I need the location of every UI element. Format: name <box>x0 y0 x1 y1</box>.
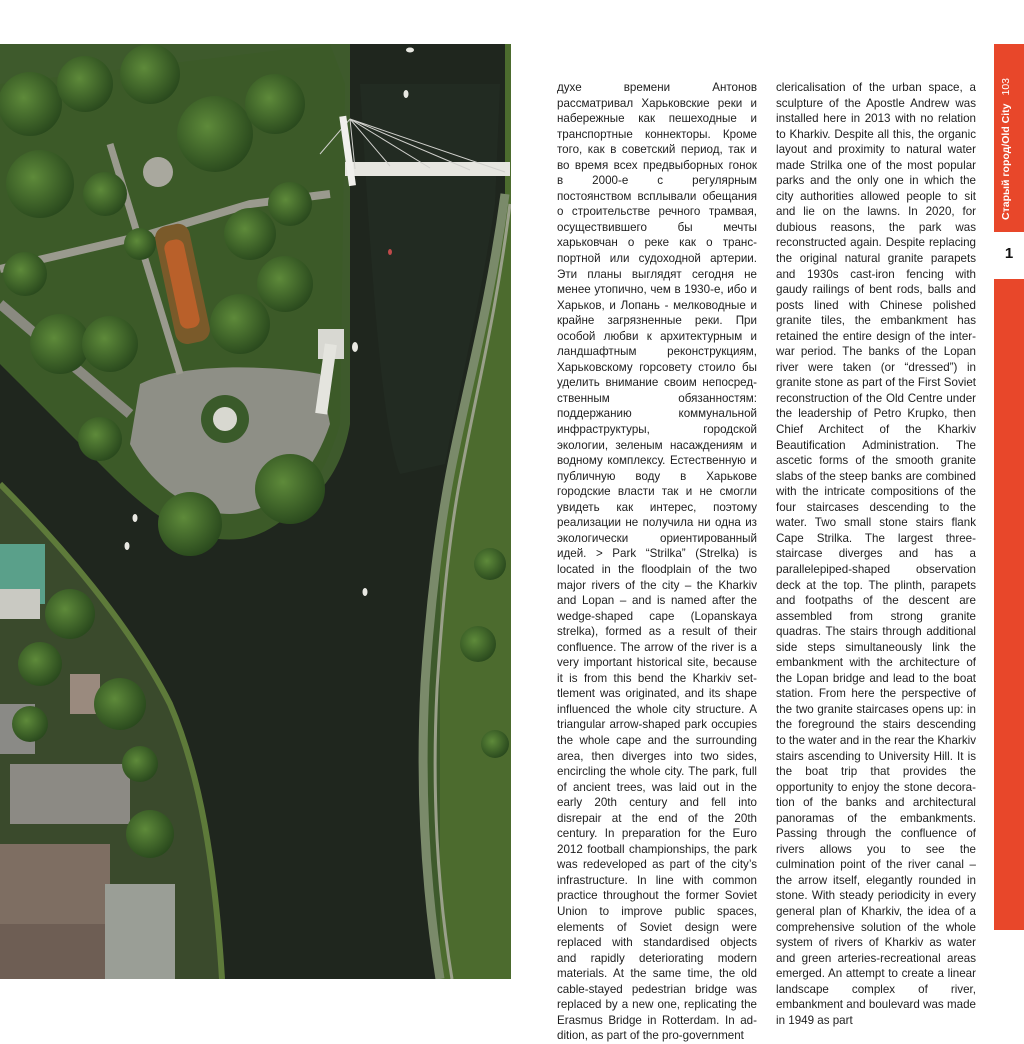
text-column-right <box>776 80 976 1028</box>
text-column-left <box>557 80 757 1044</box>
body-text: духе времени Антонов рассматривал Харьковские реки и набережные как пешеходные и транспортные коннекторы. Кроме того, как в советский период, так и во время всех предвыборных гонок в 2000-е с регулярным постоянством всплывали обещания о строительстве речного трамвая, осуществившего бы мечты харьковчан о реке как о транспортной или судоходной артерии. Эти планы выглядят сегодня не менее утопично, чем в 1930-е, ибо и Харьков, и Лопань - мелководные и крайне загрязненные реки. При особой любви к архитектурным и ландшафтным реконструкциям, Харьковскому горсовету стоило бы уделить внимание своим непосредственным обязанностям: поддержанию коммунальной инфраструктуры, городской экологии, зеленым насаждениям и водному комплексу. Естественную и публичную воду в Харькове городские власти так и не смогли увидеть как интерес, поэтому реализации не получила ни одна из экологически ориентированный идей. > Park “Strilka” (Strelka) is located in the floodplain of the two major rivers of the city – the Kharkiv and Lopan – and is named after the wedge-shaped cape (Lopanskaya strelka), formed as a result of their confluence. The arrow of the river is a very important historical site, because it is from this bend the Kharkiv settlement was originated, and its shape influenced the whole city structure. A triangular arrow-shaped park occupies the whole cape and the surrounding area, then diverges into two sides, encircling the whole city. The park, full of ancient trees, was laid out in the early 20th century and fell into disrepair at the end of the 20th century. In preparation for the Euro 2012 football championships, the park was redeveloped as part of the city’s infrastructure. In line with common practice throughout the former Soviet Union to improve public spaces, elements of Soviet design were replaced with standardised objects and rapidly deteriorating modern materials. At the same time, the old cable-stayed pedestrian bridge was replaced by a new one, replicating the Erasmus Bridge in Rotterdam. In addition, as part of the pro-government <box>557 81 757 1043</box>
section-tab-label <box>1000 30 1018 220</box>
section-title: Старый город/Old City <box>1000 103 1012 220</box>
aerial-photo-river-confluence-icon <box>0 44 511 979</box>
aerial-photo <box>0 44 511 979</box>
section-tab-strip <box>994 279 1024 930</box>
body-text: clericalisation of the urban space, a sculpture of the Apostle Andrew was installed here in 2013 with no relation to Kharkiv. Despite all this, the organic layout and proximity to natural water made Strilka one of the most popular parks and the only one in which the city authorities allowed people to sit and lie on the lawns. In 2020, for dubious reasons, the park was reconstructed again. Despite replacing the original natural granite parapets and 1930s cast-iron fencing with gaudy railings of bent rods, balls and posts lined with Chinese polished granite tiles, the embankment has retained the entire design of the inter-war period. The banks of the Lopan river were taken (or “dressed”) in granite stone as part of the First Soviet reconstruction of the Old Centre under the leadership of Petro Krupko, then Chief Architect of the Kharkiv Beautification Administration. The ascetic forms of the smooth granite slabs of the steep banks are combined with the intricate compositions of the four staircases descending to the water. Two small stone stairs flank Cape Strilka. The largest three-staircase diverges and has a parallelepiped-shaped observation deck at the top. The plinth, parapets and footpaths of the descent are assembled from strong granite quadras. The stairs through additional side steps simultaneously link the embankment with the architecture of the Lopan bridge and lead to the boat station. From here the perspective of the two granite staircases opens up: in the foreground the stairs descending to the water and in the rear the Kharkiv stairs ascending to University Hill. It is the boat trip that provides the opportunity to enjoy the stone decoration of the banks and architectural panoramas of the embankments. Passing through the confluence of rivers allows you to see the culmination point of the river canal – the arrow itself, elegantly rounded in stone. With steady periodicity in every general plan of Kharkiv, the idea of a comprehensive solution of the whole system of rivers of Kharkiv as water and green arteries-recreational areas emerged. An attempt to create a linear landscape complex of river, embankment and boulevard was made in 1949 as part <box>776 81 976 1027</box>
page-number: 103 <box>1000 77 1012 96</box>
chapter-number: 1 <box>1004 245 1014 262</box>
